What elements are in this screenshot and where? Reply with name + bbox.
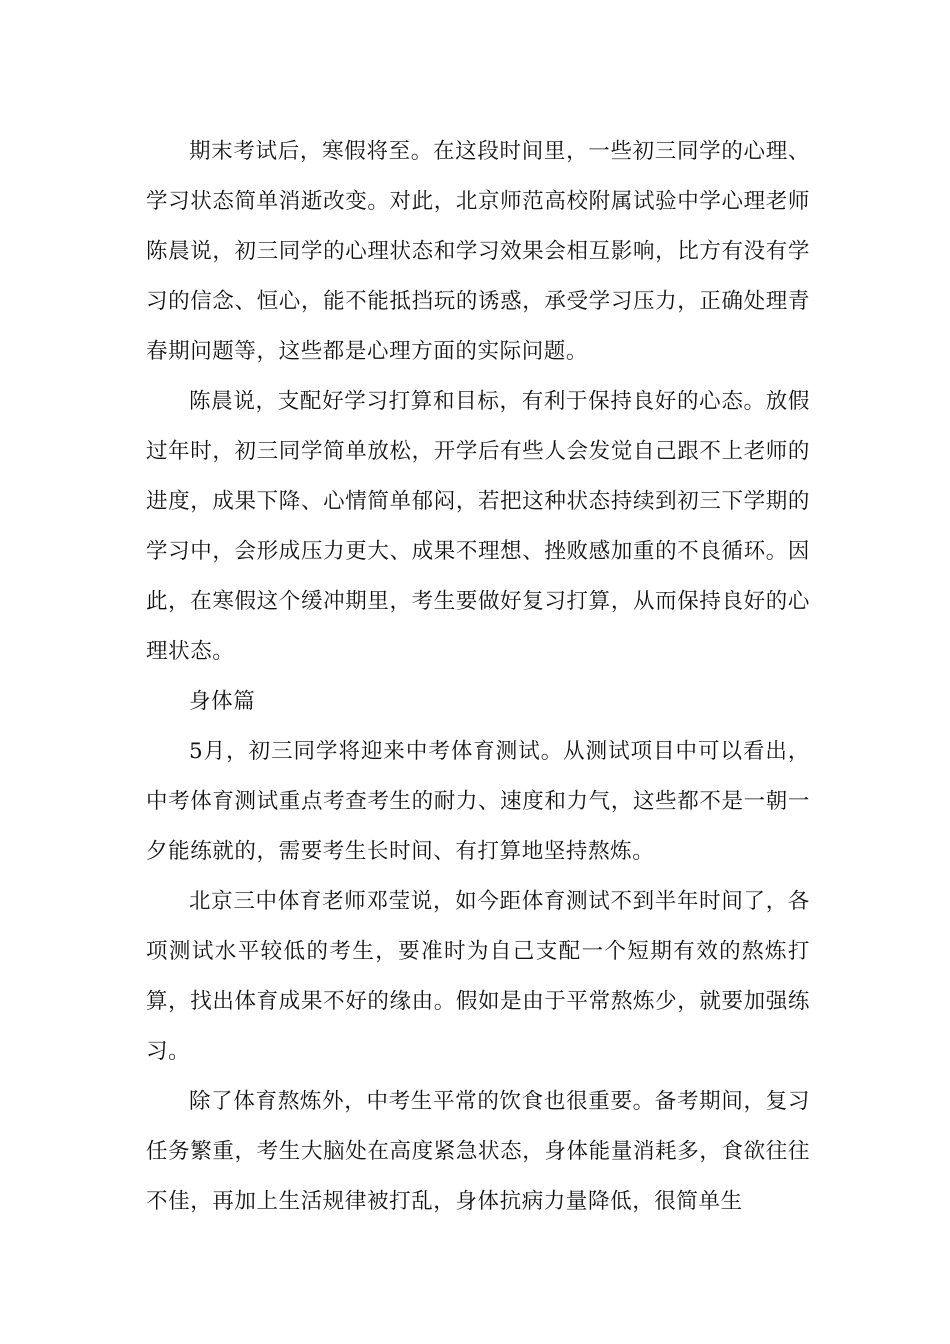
paragraph-1: 期末考试后，寒假将至。在这段时间里，一些初三同学的心理、学习状态简单消逝改变。对此，北京师范高校附属试验中学心理老师陈晨说，初三同学的心理状态和学习效果会相互影响，比方有没有学习的信念、恒心，能不能抵挡玩的诱惑，承受学习压力，正确处理青春期问题等，这些都是心理方面的实际问题。 xyxy=(146,139,810,364)
paragraph-4: 北京三中体育老师邓莹说，如今距体育测试不到半年时间了，各项测试水平较低的考生，要准时为自己支配一个短期有效的熬炼打算，找出体育成果不好的缘由。假如是由于平常熬炼少，就要加强练习。 xyxy=(146,889,810,1064)
document-body xyxy=(146,127,810,1227)
paragraph-5: 除了体育熬炼外，中考生平常的饮食也很重要。备考期间，复习任务繁重，考生大脑处在高度紧急状态，身体能量消耗多，食欲往往不佳，再加上生活规律被打乱，身体抗病力量降低，很简单生 xyxy=(146,1089,810,1214)
paragraph-3: 5月，初三同学将迎来中考体育测试。从测试项目中可以看出，中考体育测试重点考查考生的耐力、速度和力气，这些都不是一朝一夕能练就的，需要考生长时间、有打算地坚持熬炼。 xyxy=(146,739,810,864)
paragraph-2: 陈晨说，支配好学习打算和目标，有利于保持良好的心态。放假过年时，初三同学简单放松，开学后有些人会发觉自己跟不上老师的进度，成果下降、心情简单郁闷，若把这种状态持续到初三下学期的学习中，会形成压力更大、成果不理想、挫败感加重的不良循环。因此，在寒假这个缓冲期里，考生要做好复习打算，从而保持良好的心理状态。 xyxy=(146,389,810,664)
section-heading: 身体篇 xyxy=(189,689,256,714)
